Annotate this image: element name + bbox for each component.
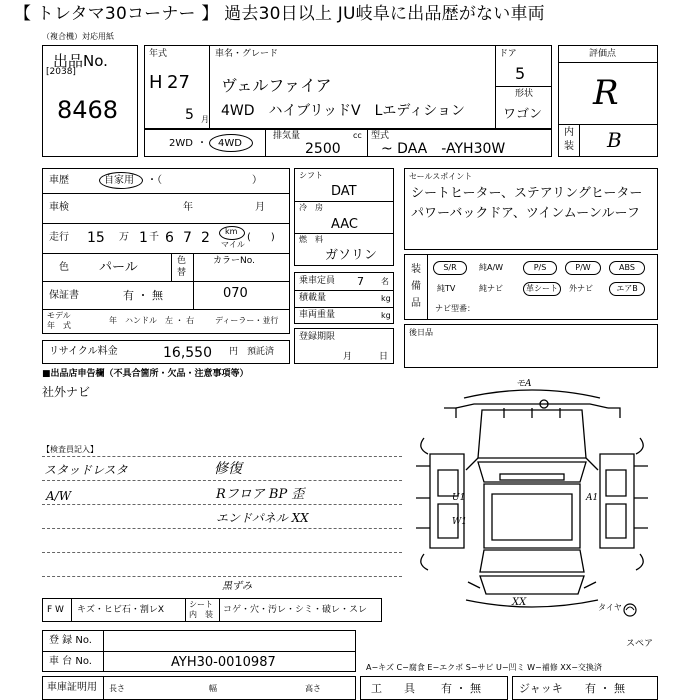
model-year-l1: モデル <box>47 311 71 320</box>
fw-label: F W <box>47 605 64 615</box>
equipment-l1: 装 <box>411 264 421 275</box>
sales-points-label: セールスポイント <box>409 172 473 181</box>
fuel-label: 燃 料 <box>299 235 323 244</box>
mileage-d2: 7 <box>183 230 192 246</box>
mileage-unit-mile: マイル <box>221 240 245 249</box>
inspector-right-2: Rフロア BP 歪 <box>216 487 305 502</box>
sales-points-line2: パワーバックドア、ツインムーンルーフ <box>411 206 640 221</box>
lot-box <box>42 45 138 157</box>
lot-number: 8468 <box>57 96 119 124</box>
shape-label: 形状 <box>515 89 534 99</box>
color-change-1: 色 <box>177 256 187 266</box>
capacity-label: 乗車定員 <box>299 276 336 286</box>
equip-navi: 純ナビ <box>479 284 503 293</box>
evaluation-box <box>558 45 658 157</box>
tools-opts: 有 ・ 無 <box>441 682 481 695</box>
sales-points-line1: シートヒーター、ステアリングヒーター <box>411 186 643 201</box>
details-box <box>42 168 290 334</box>
cert-length: 長さ <box>109 684 125 693</box>
fuel-value: ガソリン <box>325 248 378 263</box>
mileage-sen-unit: 千 <box>149 232 159 243</box>
equip-leather: 革シート <box>523 282 561 296</box>
spec-column <box>294 168 394 266</box>
banner-text: 【 トレタマ30コーナー 】 過去30日以上 JU岐阜に出品歴がない車両 <box>14 4 545 24</box>
recycle-value: 16,550 <box>163 345 212 361</box>
interior-label-1: 内 <box>564 127 574 138</box>
interior-value: B <box>607 128 622 152</box>
equip-pw: P/W <box>565 261 601 275</box>
type-value: ~ DAA -AYH30W <box>381 141 506 157</box>
car-diagram <box>404 378 660 618</box>
inspector-right-1: 修復 <box>214 461 242 477</box>
model-year-year: 年 <box>109 316 117 325</box>
mileage-label: 走行 <box>49 232 69 243</box>
cert-height: 高さ <box>305 684 321 693</box>
equip-ext-navi: 外ナビ <box>569 284 593 293</box>
after-notes-box <box>404 324 658 368</box>
defect-handwritten: 黒ずみ <box>222 581 252 592</box>
equip-navi-model: ナビ型番： <box>435 304 475 313</box>
registration-box <box>294 328 394 364</box>
inspector-right-3: エンドパネル XX <box>216 511 309 525</box>
jack-box <box>512 676 658 700</box>
banner <box>0 0 700 32</box>
seller-notes-title: ■出品店申告欄（不具合箇所・欠品・注意事項等） <box>42 369 249 379</box>
lot-label: 出品No. <box>53 52 108 70</box>
year-value: 27 <box>167 72 190 93</box>
drive-2wd: 2WD <box>169 138 193 149</box>
windshield <box>478 462 586 482</box>
jack-opts: 有 ・ 無 <box>585 682 625 695</box>
year-label: 年式 <box>149 49 168 59</box>
tire-label: タイヤ <box>598 603 622 612</box>
inspection-label: 車検 <box>49 202 69 213</box>
inspector-title: 【検査員記入】 <box>42 445 98 454</box>
cert-box <box>42 676 356 700</box>
equipment-box <box>404 254 658 320</box>
vehicle-header <box>144 45 552 129</box>
ac-label: 冷 房 <box>299 203 323 212</box>
cert-width: 幅 <box>209 684 217 693</box>
model-label: 車名・グレード <box>215 49 279 59</box>
capacity-value: 7 <box>357 275 364 288</box>
equipment-l2: 備 <box>411 281 421 292</box>
diagram-mark-a1: A1 <box>586 493 599 503</box>
drive-separator: ・ <box>197 138 207 149</box>
inspector-left-2: A/W <box>46 489 72 503</box>
rear-window <box>480 550 584 572</box>
recycle-unit: 円 <box>229 347 239 357</box>
shift-value: DAT <box>331 184 357 199</box>
diagram-bottom-mark: XX <box>512 597 527 608</box>
legend: A−キズ C−腐食 E−エクボ S−サビ U−凹ミ W−補修 XX−交換済 <box>366 663 602 672</box>
mileage-sen: 1 <box>139 230 148 246</box>
history-label: 車歴 <box>49 175 69 186</box>
ac-value: AAC <box>331 217 358 232</box>
lot-ref: [2038] <box>46 67 76 77</box>
chassis-value: AYH30-0010987 <box>171 655 276 670</box>
year-month: 5 <box>185 107 194 123</box>
defects-row <box>42 598 382 622</box>
diagram-mark-u1: U1 <box>452 493 466 503</box>
right-side <box>600 454 634 548</box>
load-unit: kg <box>381 294 391 303</box>
load-label: 積載量 <box>299 293 327 303</box>
inspector-lines <box>42 456 402 596</box>
mileage-d3: 2 <box>201 230 210 246</box>
tools-box <box>360 676 508 700</box>
history-rest: ・（ ） <box>147 175 262 186</box>
mileage-man: 15 <box>87 230 105 246</box>
year-month-unit: 月 <box>201 115 209 124</box>
mileage-d1: 6 <box>165 230 174 246</box>
equip-ps: P/S <box>523 261 557 275</box>
tools-label: 工 具 <box>371 682 415 695</box>
after-notes-label: 後日品 <box>409 328 433 337</box>
shape-value: ワゴン <box>503 107 543 122</box>
color-change-2: 替 <box>177 268 187 278</box>
chassis-label: 車 台 No. <box>49 656 92 667</box>
warranty-label: 保証書 <box>49 290 79 301</box>
drive-4wd: 4WD <box>218 138 242 149</box>
history-own: 自家用 <box>104 175 134 186</box>
diagram-mark-w1: W1 <box>452 517 467 527</box>
interior-defects: コゲ・穴・汚レ・シミ・破レ・スレ <box>223 605 368 615</box>
mileage-unit-km: km <box>225 227 238 236</box>
recycle-box <box>42 340 290 364</box>
model-name: ヴェルファイア <box>221 76 332 95</box>
equip-awheel: 純A/W <box>479 263 504 272</box>
type-label: 型式 <box>371 131 390 141</box>
equip-airbag: エアB <box>609 282 645 296</box>
warranty-opts: 有 ・ 無 <box>123 289 163 302</box>
sales-points-box <box>404 168 658 250</box>
color-value: パール <box>99 260 138 275</box>
reg-box <box>42 630 356 672</box>
year-era: H <box>149 72 163 93</box>
mileage-man-unit: 万 <box>119 232 129 243</box>
evaluation-label: 評価点 <box>589 49 617 59</box>
recycle-note: 預託済 <box>247 347 275 357</box>
registration-day: 日 <box>379 352 389 362</box>
jack-label: ジャッキ <box>519 682 563 695</box>
capacity-unit: 名 <box>381 277 389 286</box>
shift-label: シフト <box>299 171 323 180</box>
weight-label: 車両重量 <box>299 310 336 320</box>
mileage-paren: ( ) <box>247 232 275 243</box>
subheader: （複合機）対応用紙 <box>42 32 114 41</box>
spec-row <box>144 129 552 157</box>
diagram-front-mark: モA <box>516 379 532 389</box>
interior-label-2: 装 <box>564 141 574 152</box>
rear-bumper <box>466 597 598 608</box>
fw-defects: キズ・ヒビ石・割レX <box>77 605 164 615</box>
displacement-unit: cc <box>353 131 362 140</box>
spare-label: スペア <box>626 639 654 649</box>
equip-sr: S/R <box>433 261 467 275</box>
front-bumper <box>464 390 600 398</box>
equipment-l3: 品 <box>411 298 421 309</box>
doors-value: 5 <box>515 64 526 83</box>
registration-label: 登録期限 <box>299 332 336 342</box>
seller-notes-value: 社外ナビ <box>42 385 91 399</box>
cert-label: 車庫証明用 <box>47 682 97 693</box>
model-year-dealer: ディーラー・並行 <box>215 316 279 325</box>
registration-month: 月 <box>343 352 353 362</box>
equip-tv: 純TV <box>437 284 456 293</box>
model-year-handle: ハンドル 左 ・ 右 <box>125 316 195 325</box>
displacement-label: 排気量 <box>273 131 301 141</box>
color-code-label: カラーNo. <box>213 256 255 266</box>
inspection-year: 年 <box>183 202 193 213</box>
inspector-left-1: スタッドレスタ <box>44 463 128 477</box>
capacity-box <box>294 272 394 324</box>
displacement-value: 2500 <box>305 141 341 157</box>
doors-label: ドア <box>499 49 517 59</box>
seat-label-1: シート <box>189 600 213 609</box>
evaluation-value: R <box>593 73 619 113</box>
color-label: 色 <box>59 262 69 273</box>
seat-label-2: 内 装 <box>189 610 213 619</box>
color-code: 070 <box>223 286 248 301</box>
inspection-month: 月 <box>255 202 265 213</box>
weight-unit: kg <box>381 311 391 320</box>
equip-abs: ABS <box>609 261 645 275</box>
spare-tire-icon <box>624 604 636 616</box>
reg-no-label: 登 録 No. <box>49 635 92 646</box>
model-grade: 4WD ハイブリッドV Lエディション <box>221 103 465 119</box>
model-year-l2: 年 式 <box>47 321 71 330</box>
recycle-label: リサイクル料金 <box>49 346 118 357</box>
